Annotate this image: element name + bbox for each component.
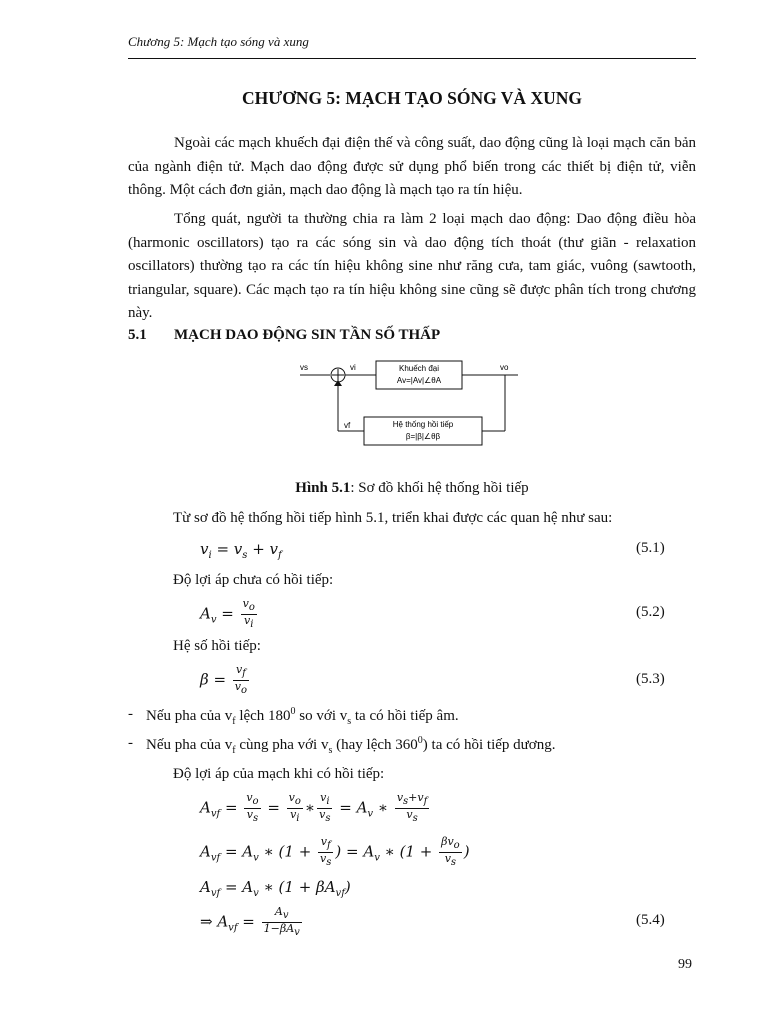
figure-caption-text: : Sơ đồ khối hệ thống hồi tiếp <box>350 480 529 496</box>
equation-5-1: $v_i = v_s + v_f$ <box>200 540 282 561</box>
section-heading <box>128 327 440 344</box>
figure-caption <box>128 480 696 497</box>
equation-number-5-4: (5.4) <box>636 912 665 928</box>
vf-label: vf <box>344 421 351 430</box>
chapter-title: CHƯƠNG 5: MẠCH TẠO SÓNG VÀ XUNG <box>242 88 582 108</box>
feedback-formula: β=|β|∠θβ <box>405 432 441 441</box>
bullet-1: Nếu pha của $v_f$ lệch $180^0$ so với $v_s$ ta có hồi tiếp âm. <box>146 706 459 727</box>
vs-label: vs <box>300 363 308 372</box>
equation-closed-loop-3: $A_{vf} = A_v$ ∗ $(1 + \beta A_{vf})$ <box>200 878 351 899</box>
section-number: 5.1 <box>128 327 147 343</box>
figure-label: Hình 5.1 <box>295 480 351 496</box>
paragraph-2 <box>128 208 696 326</box>
paragraph-1-line-1: Ngoài các mạch khuếch đại điện thế và công suất, dao động cũng là loại mạch <box>174 135 646 151</box>
equation-number-5-2: (5.2) <box>636 604 665 620</box>
paragraph-2-line-3: relaxation oscillators) thường tạo ra các tín hiệu không sine như răng cưa, tam giác, <box>128 234 697 274</box>
paragraph-1 <box>128 132 696 203</box>
equation-number-5-3: (5.3) <box>636 671 665 687</box>
equation-5-3: β = $\frac{v_f}{v_o}$ <box>200 663 248 697</box>
running-header: Chương 5: Mạch tạo sóng và xung <box>128 34 309 49</box>
paragraph-1-line-3: điện tử, viễn thông. Một cách đơn giản, mạch dao động là mạch tạo ra tín hiệu. <box>128 158 696 198</box>
bullet-2: Nếu pha của $v_f$ cùng pha với $v_s$ (hay lệch $360^0$) ta có hồi tiếp dương. <box>146 735 556 756</box>
equation-closed-loop-2: $A_{vf} = A_v$ ∗ (1 + $\frac{v_f}{v_s}$ ) = $A_v$ ∗ (1 + $\frac{\beta v_o}{v_s}$ ) <box>200 835 470 869</box>
bullet-2-dash: - <box>128 735 133 751</box>
equation-5-2: $A_v$ = $\frac{v_o}{v_i}$ <box>200 597 255 631</box>
intro-line: Từ sơ đồ hệ thống hồi tiếp hình 5.1, triển khai được các quan hệ như sau: <box>173 510 613 526</box>
feedback-title: Hệ thống hồi tiếp <box>392 420 454 429</box>
equation-closed-loop-1: $A_{vf}$ = $\frac{v_o}{v_s}$ = $\frac{v_o}{v_i}$ ∗ $\frac{v_i}{v_s}$ = $A_v$ ∗ $\frac{v_s+v_f}{v_s}$ <box>200 791 428 825</box>
page-number: 99 <box>678 957 692 972</box>
feedback-coefficient-label: Hệ số hồi tiếp: <box>173 638 261 654</box>
vo-label: vo <box>500 363 509 372</box>
bullet-1-dash: - <box>128 706 133 722</box>
open-loop-gain-label: Độ lợi áp chưa có hồi tiếp: <box>173 572 334 588</box>
feedback-block-diagram <box>290 355 530 467</box>
paragraph-2-line-1: Tổng quát, người ta thường chia ra làm 2 loại mạch dao động: Dao động điều <box>174 211 669 227</box>
paragraph-2-line-4: vuông (sawtooth, triangular, square). Các mạch tạo ra tín hiệu không sine cũng sẽ <box>128 258 696 298</box>
amp-title: Khuếch đại <box>398 364 440 373</box>
header-rule <box>128 58 696 59</box>
vi-label: vi <box>350 363 356 372</box>
paragraph-1-line-2: căn bản của ngành điện tử. Mạch dao động được sử dụng phổ biến trong các thiết bị <box>128 135 697 175</box>
paragraph-2-line-2: hòa (harmonic oscillators) tạo ra các sóng sin và dao động tích thoát (thư giãn - <box>128 211 696 251</box>
paragraph-2-line-5: được phân tích trong chương này. <box>128 281 697 321</box>
equation-5-4: ⇒ $A_{vf}$ = $\frac{A_v}{1-\beta A_v}$ <box>200 905 300 939</box>
closed-loop-gain-label: Độ lợi áp của mạch khi có hồi tiếp: <box>173 766 385 782</box>
amp-formula: Av=|Av|∠θA <box>396 376 442 385</box>
equation-number-5-1: (5.1) <box>636 540 665 556</box>
section-title: MẠCH DAO ĐỘNG SIN TẦN SỐ THẤP <box>174 327 441 343</box>
